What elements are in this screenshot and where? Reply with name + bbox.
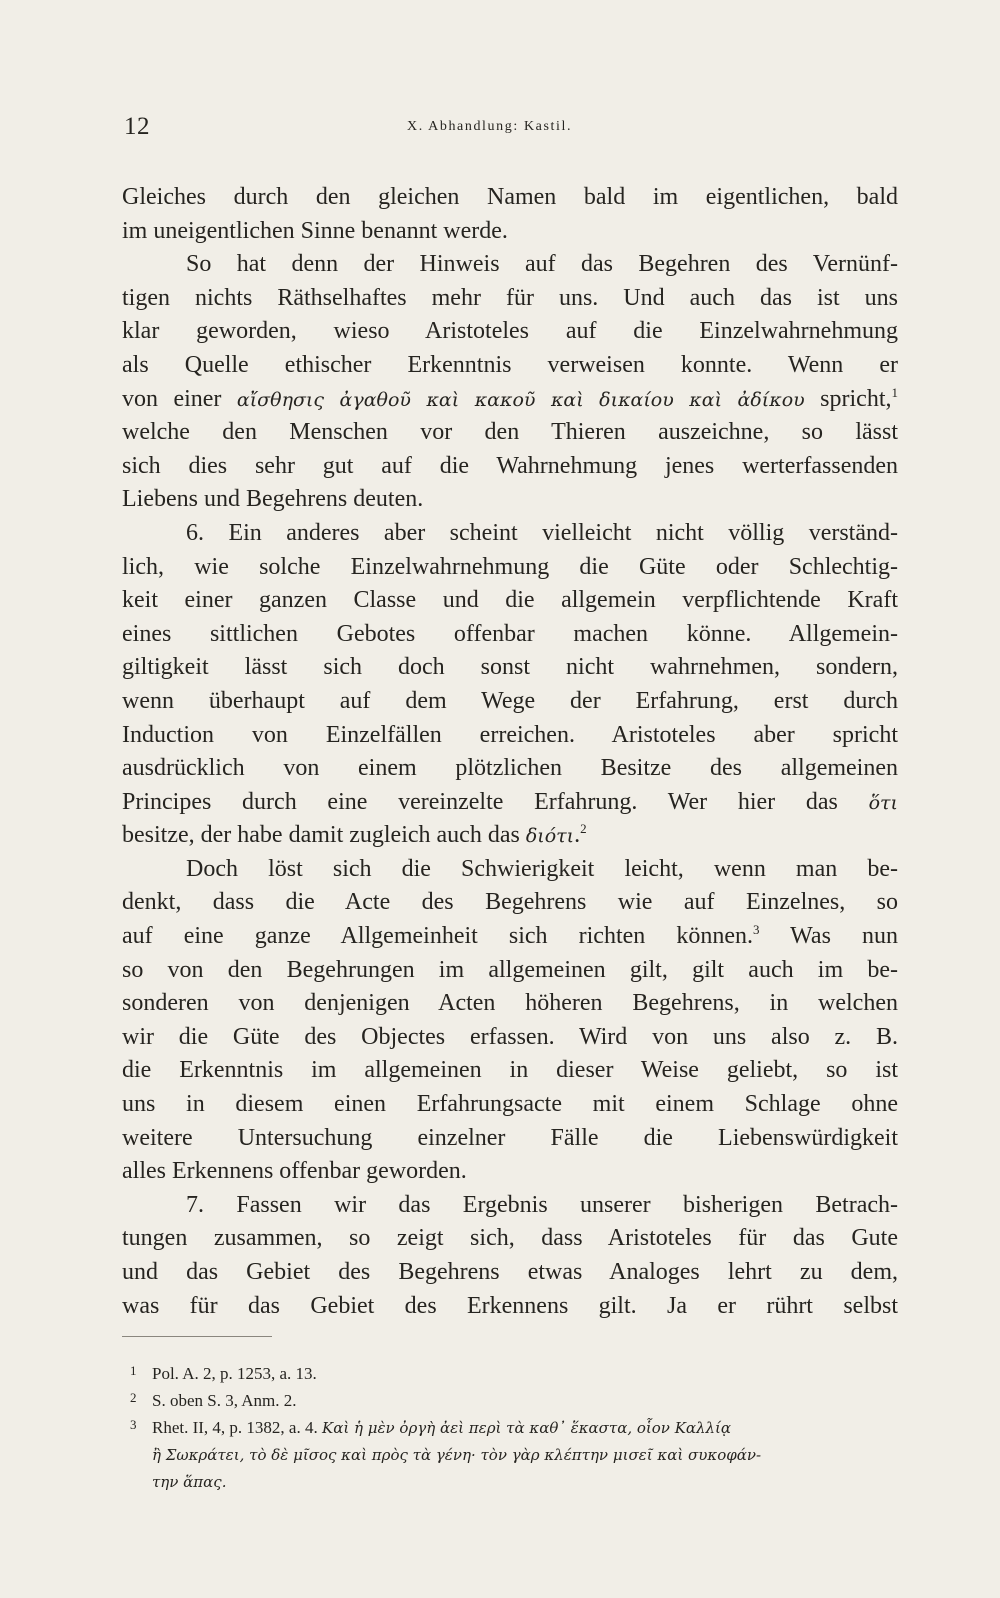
text-line: und das Gebiet des Begehrens etwas Analoges lehrt zu dem,	[122, 1259, 898, 1285]
footnote-continuation	[130, 1441, 890, 1468]
text-line: so von den Begehrungen im allgemeinen gilt, gilt auch im be-	[122, 956, 898, 983]
text-line: weitere Untersuchung einzelner Fälle die Liebenswürdigkeit	[122, 1124, 898, 1151]
footnote-number: 2	[130, 1390, 137, 1405]
text-line	[122, 920, 898, 954]
footnote-marker: 1	[891, 384, 898, 400]
text-line	[122, 819, 898, 853]
footnotes	[130, 1360, 890, 1495]
footnote	[130, 1360, 890, 1387]
greek-text: ἢ Σωκράτει, τὸ δὲ μῖσος καὶ πρὸς τὰ γένη· τὸν γὰρ κλέπτην μισεῖ καὶ συκοφάν-	[152, 1446, 762, 1464]
text-line	[122, 383, 898, 417]
running-head: X. Abhandlung: Kastil.	[407, 119, 573, 134]
footnote-continuation	[130, 1468, 890, 1495]
text-line: im uneigentlichen Sinne benannt werde.	[122, 217, 508, 244]
footnote-marker: 3	[753, 922, 760, 938]
text-line: ausdrücklich von einem plötzlichen Besitze des allgemeinen	[122, 755, 898, 782]
footnote	[130, 1414, 890, 1441]
text-line: welche den Menschen vor den Thieren auszeichne, so lässt	[122, 419, 898, 446]
page-number: 12	[124, 113, 150, 140]
text-line: klar geworden, wieso Aristoteles auf die Einzelwahrnehmung	[122, 318, 898, 345]
footnote-text: S. oben S. 3, Anm. 2.	[152, 1391, 297, 1410]
text-line: lich, wie solche Einzelwahrnehmung die Güte oder Schlechtig-	[122, 553, 898, 580]
greek-text: διότι	[525, 825, 575, 848]
greek-text: την ἅπας.	[152, 1473, 227, 1491]
text-line: Doch löst sich die Schwierigkeit leicht, wenn man be-	[186, 855, 898, 882]
text-line: tigen nichts Räthselhaftes mehr für uns. Und auch das ist uns	[122, 284, 898, 311]
text-line: uns in diesem einen Erfahrungsacte mit einem Schlage ohne	[122, 1091, 898, 1118]
text-line: keit einer ganzen Classe und die allgemein verpflichtende Kraft	[122, 587, 898, 614]
text-line: giltigkeit lässt sich doch sonst nicht wahrnehmen, sondern,	[122, 654, 898, 681]
text-segment: auf eine ganze Allgemeinheit sich richten können.	[122, 923, 754, 950]
text-line: die Erkenntnis im allgemeinen in dieser Weise geliebt, so ist	[122, 1057, 898, 1084]
text-line: So hat denn der Hinweis auf das Begehren des Vernünf-	[186, 251, 898, 278]
text-segment: besitze, der habe damit zugleich auch das	[122, 822, 526, 849]
text-line: tungen zusammen, so zeigt sich, dass Aristoteles für das Gute	[122, 1225, 898, 1252]
text-segment: .	[574, 822, 581, 849]
footnote-text: Rhet. II, 4, p. 1382, a. 4.	[152, 1418, 318, 1437]
footnote-number: 1	[130, 1363, 137, 1378]
text-line: eines sittlichen Gebotes offenbar machen könne. Allgemein-	[122, 620, 898, 647]
text-line: als Quelle ethischer Erkenntnis verweisen konnte. Wenn er	[122, 351, 898, 378]
text-segment: Principes durch eine vereinzelte Erfahrung. Wer hier das	[122, 788, 869, 815]
page-header	[124, 113, 884, 149]
text-line: denkt, dass die Acte des Begehrens wie auf Einzelnes, so	[122, 889, 898, 916]
text-line: alles Erkennens offenbar geworden.	[122, 1158, 467, 1185]
footnote-marker: 2	[580, 821, 587, 837]
greek-text: ὅτι	[868, 791, 898, 814]
text-line: wenn überhaupt auf dem Wege der Erfahrung, erst durch	[122, 687, 898, 714]
text-line: sich dies sehr gut auf die Wahrnehmung jenes werterfassenden	[122, 452, 898, 479]
text-segment: von einer	[122, 385, 237, 412]
text-line: Gleiches durch den gleichen Namen bald im eigentlichen, bald	[122, 184, 898, 210]
text-line	[122, 786, 898, 820]
footnote-divider	[122, 1336, 272, 1337]
text-line: 7. Fassen wir das Ergebnis unserer bisherigen Betrach-	[186, 1191, 898, 1218]
text-line: was für das Gebiet des Erkennens gilt. Ja er rührt selbst	[122, 1292, 898, 1319]
text-line: 6. Ein anderes aber scheint vielleicht nicht völlig verständ-	[186, 519, 898, 546]
footnote-text: Pol. A. 2, p. 1253, a. 13.	[152, 1364, 317, 1383]
greek-text: Καὶ ἡ μὲν ὀργὴ ἀεὶ περὶ τὰ καθ᾽ ἕκαστα, οἷον Καλλίᾳ	[321, 1419, 732, 1437]
text-line: Liebens und Begehrens deuten.	[122, 486, 424, 513]
greek-text: αἴσθησις ἀγαθοῦ καὶ κακοῦ καὶ δικαίου καὶ ἀδίκου	[236, 388, 805, 411]
text-segment: Was nun	[759, 923, 898, 950]
body-text	[122, 181, 898, 1323]
footnote	[130, 1387, 890, 1414]
footnote-number: 3	[130, 1417, 137, 1432]
text-line: sonderen von denjenigen Acten höheren Begehrens, in welchen	[122, 990, 898, 1017]
text-line: Induction von Einzelfällen erreichen. Aristoteles aber spricht	[122, 721, 898, 748]
text-line: wir die Güte des Objectes erfassen. Wird von uns also z. B.	[122, 1023, 898, 1050]
text-segment: spricht,	[804, 385, 892, 412]
